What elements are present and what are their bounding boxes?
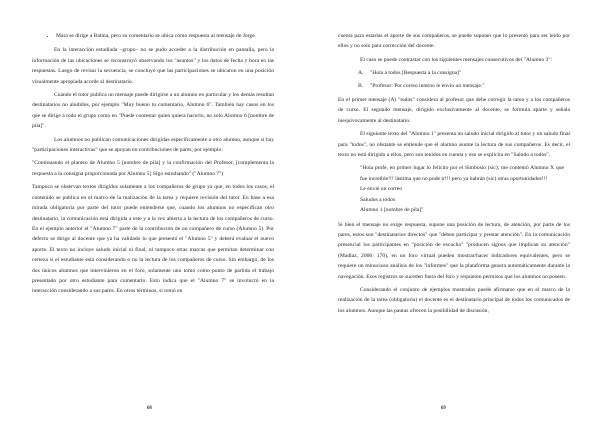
paragraph: Considerando el conjunto de ejemplos mostrados puede afirmarse que en el marco de la realización de la tarea (obligatoria) el docente es el destinatario principal de todos los comunicados de los alumnos. Aunque las pautas ofrecen la posibilidad de discusión, (338, 286, 570, 314)
list-text: "Hola a todos [Respuesta a la consigna]" (370, 70, 462, 77)
paragraph: Cuando el tutor publica un mensaje puede dirigirse a un alumno en particular y los demás resultan destinatarios no aludidos, por ejemplo "Muy bueno tu comentario, Alumno 6". También hay casos en los que se dirige a todo el grupo como en "Puede contestar quien quiera hacerlo, no solo Alumno 6 [nombre de pila]". (32, 92, 274, 130)
message-line: Le envié un correo (360, 186, 403, 193)
paragraph: Si bien el mensaje no exige respuesta, supone una posición de lectura, de atención, por parte de los pares, estos son "destinatarios directos" que "deben participar y prestar atención". En la comunicación presencial los participantes en "posición de escucha" "producen signos que implican su atención" (Madlaz, 2006: 170), en un foro virtual pueden mostrar/hacer indicadores equivalentes, pero se requiere un minucioso análisis de los "informes" que la plataforma genera automáticamente durante la navegación. Esos registros se suceden fuera del foro y requieren permisos que los alumnos no poseen. (338, 221, 570, 280)
lettered-list (338, 68, 570, 91)
right-page (300, 0, 600, 424)
paragraph: En el primer mensaje (A) "todos" considera al profesor que debe corregir la tarea y a los compañeros de curso. El segundo mensaje, dirigido exclusivamente al docente, se formula aparte y señala inequívocamente al destinatario. (338, 97, 570, 124)
list-letter: B. (358, 82, 364, 89)
list-item (358, 68, 570, 78)
list-text: "Profesor: Por correo interno le envío un mensaje." (370, 82, 485, 89)
message-line: Saludos a todos (360, 196, 396, 203)
paragraph: cuenta para estarlas el aporte de sus compañeros, se puede suponer que lo presentó para ser leído por ellos y no solo para corrección del docente. (338, 33, 570, 50)
list-letter: A. (358, 70, 364, 77)
page-number: 68 (147, 406, 152, 411)
paragraph: El siguiente texto del "Alumno 1" presenta un saludo inicial dirigido al tutor y un saludo final para "todos", no obstante se entiende que el alumno asume la lectura de sus compañeros. Es decir, el texto no está dirigido a ellos, pero son tenidos en cuenta y eso se explicita en "Saludo a todos". (338, 131, 570, 159)
paragraph: En la interacción estudiada –grupo– no se pudo acceder a la distribución en pantalla, pero la información de las ubicaciones se reconstruyó observando los "asuntos" y los datos de fecha y hora en las respuestas. Luego de revisar la secuencia, se concluyó que las participaciones se ubicaron en una posición visualmente apropiada acorde al destinatario. (32, 47, 274, 85)
paragraph: El caso se puede contrastar con los siguientes mensajes consecutivos del "Alumno 3": (360, 56, 553, 63)
paragraph: Los alumnos no publican comunicaciones dirigidas específicamente a otro alumno, aunque sí hay "participaciones interactivas" que se apoyan en contribuciones de pares, por ejemplo: (32, 136, 274, 154)
quoted-message (360, 163, 564, 215)
page-number: 69 (441, 406, 446, 411)
bullet-item: • Mara se dirige a Batina, pero su comentario se ubica como respuesta al mensaje de Jorge. (56, 31, 274, 41)
bullet-list (32, 31, 274, 41)
paragraph: Tampoco se observan textos dirigidos solamente a los compañeros de grupo ya que, en todos los casos, el contenido se publica en el marco de la realización de la tarea y requiere revisión del tutor. En base a esa mirada obligatoria por parte del tutor puede entenderse que, cuando los alumnos no especifican otro destinatario, la comunicación está dirigida a este y a la vez abierta a la lectura de los compañeros de curso. En el ejemplo anterior el "Alumno 7" parte de la contribución de un compañero de curso (Alumno 5). Por defecto se dirige al docente que ya ha validado lo que presentó el "Alumno 5" y deberá evaluar el nuevo aporte. El texto no incluye saludo inicial ni final, ni tampoco otras marcas que permitan determinar con certeza si el estudiante está considerando o no la lectura de los compañeros de curso. Sin embargo, de los dos únicos alumnos que intervinieron en el foro, solamente uno tomó como punto de partida el trabajo presentado por otro estudiante para comentarlo. Esto indica que el "Alumno 7" se involucró en la interacción considerando a sus pares. En otros términos, si tomó en (32, 184, 274, 295)
message-line: "Hola profe, en primer lugar lo felicito por el Simbosio (sic); me contentó Alumno X que fue increíble!!! lástima que no pude ir!!! pero ya habrán (sic) otras oportunidades!!! (360, 165, 564, 182)
block-quote: "Continuando el planteo de Alumno 5 [nombre de pila] y la confirmación del Profesor, [complementa la respuesta a la consigna proporcionada por Alumno 5] Sigo estudiando" ("Alumno 7") (32, 160, 274, 177)
message-line: Alumno 1 [nombre de pila]" (360, 207, 424, 214)
list-item (358, 81, 570, 91)
